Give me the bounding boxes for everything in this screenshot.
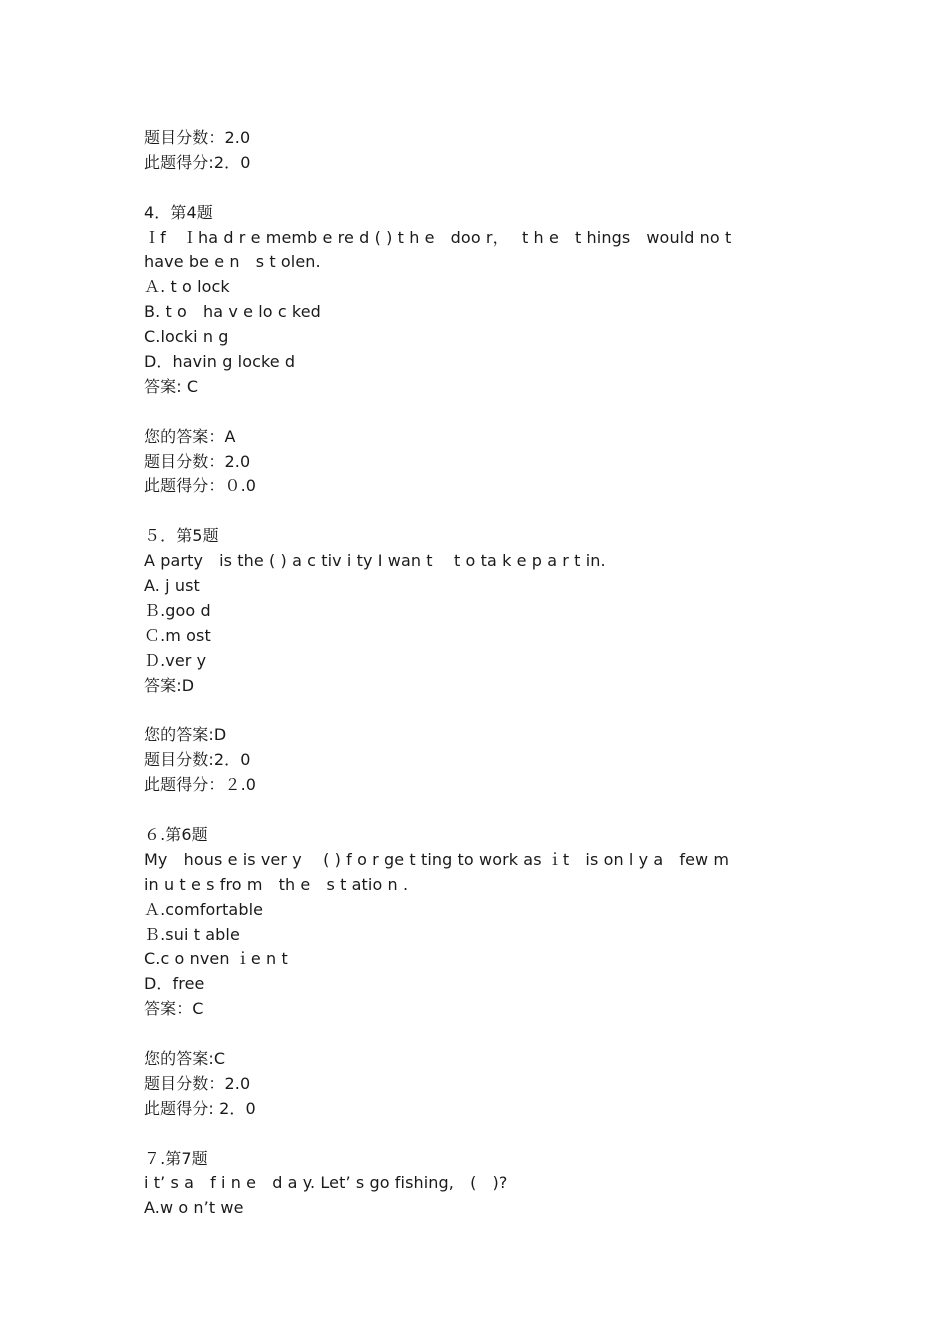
q4-stem-line-2: have be e n s t olen.	[144, 252, 321, 272]
q5-option-a: A. j ust	[144, 576, 200, 596]
q6-option-b: Ｂ.sui t able	[144, 924, 240, 944]
spacer	[144, 1022, 824, 1047]
spacer	[144, 499, 824, 524]
q6-option-a: Ａ.comfortable	[144, 899, 264, 919]
spacer	[144, 798, 824, 823]
q4-earned-line: 此题得分：０.0	[144, 476, 257, 496]
q5-stem-line-1: A party is the ( ) a c tiv i ty I wan t t o ta k e p a r t in.	[144, 551, 606, 571]
q4-answer: 答案: C	[144, 376, 199, 396]
q5-title: ５．第5题	[144, 526, 219, 546]
q6-score-line: 题目分数：2.0	[144, 1073, 251, 1093]
q5-your-answer: 您的答案:D	[144, 725, 227, 745]
q4-title: 4．第4题	[144, 202, 213, 222]
spacer	[144, 698, 824, 723]
q7-stem-line-1: i t’ s a f i n e d a y. Let’ s go fishing, ( )?	[144, 1173, 508, 1193]
q6-your-answer: 您的答案:C	[144, 1048, 226, 1068]
q4-option-d: D．havin g locke d	[144, 352, 296, 372]
q6-title: ６.第6题	[144, 824, 208, 844]
q4-option-c: C.locki n g	[144, 327, 229, 347]
q4-option-b: B. t o ha v e lo c ked	[144, 302, 321, 322]
spacer	[144, 400, 824, 425]
q5-option-d: Ｄ.ver y	[144, 650, 207, 670]
q6-earned-line: 此题得分: 2．0	[144, 1098, 256, 1118]
q5-option-b: Ｂ.goo d	[144, 600, 211, 620]
q5-option-c: Ｃ.m ost	[144, 625, 211, 645]
q7-title: ７.第7题	[144, 1148, 208, 1168]
q4-your-answer: 您的答案：A	[144, 426, 236, 446]
quiz-content	[144, 126, 824, 1221]
q6-option-c: C.c o nven ｉe n t	[144, 949, 288, 969]
spacer	[144, 176, 824, 201]
q3-earned-line: 此题得分:2．0	[144, 152, 251, 172]
q6-stem-line-2: in u t e s fro m th e s t atio n .	[144, 874, 409, 894]
q3-score-line: 题目分数：2.0	[144, 128, 251, 147]
q7-option-a: A.w o n’t we	[144, 1198, 244, 1218]
q4-score-line: 题目分数：2.0	[144, 451, 251, 471]
q6-answer: 答案：C	[144, 999, 204, 1019]
q6-stem-line-1: My hous e is ver y ( ) f o r ge t ting to work as ｉt is on l y a few m	[144, 849, 730, 869]
q5-score-line: 题目分数:2．0	[144, 750, 251, 770]
q6-option-d: D．free	[144, 974, 205, 994]
q4-option-a: Ａ. t o lock	[144, 277, 230, 297]
q5-earned-line: 此题得分：２.0	[144, 775, 257, 795]
spacer	[144, 1122, 824, 1147]
q5-answer: 答案:D	[144, 675, 195, 695]
q4-stem-line-1: Ｉf Ｉha d r e memb e re d ( ) t h e doo r， t h e t hings would no t	[144, 227, 732, 247]
